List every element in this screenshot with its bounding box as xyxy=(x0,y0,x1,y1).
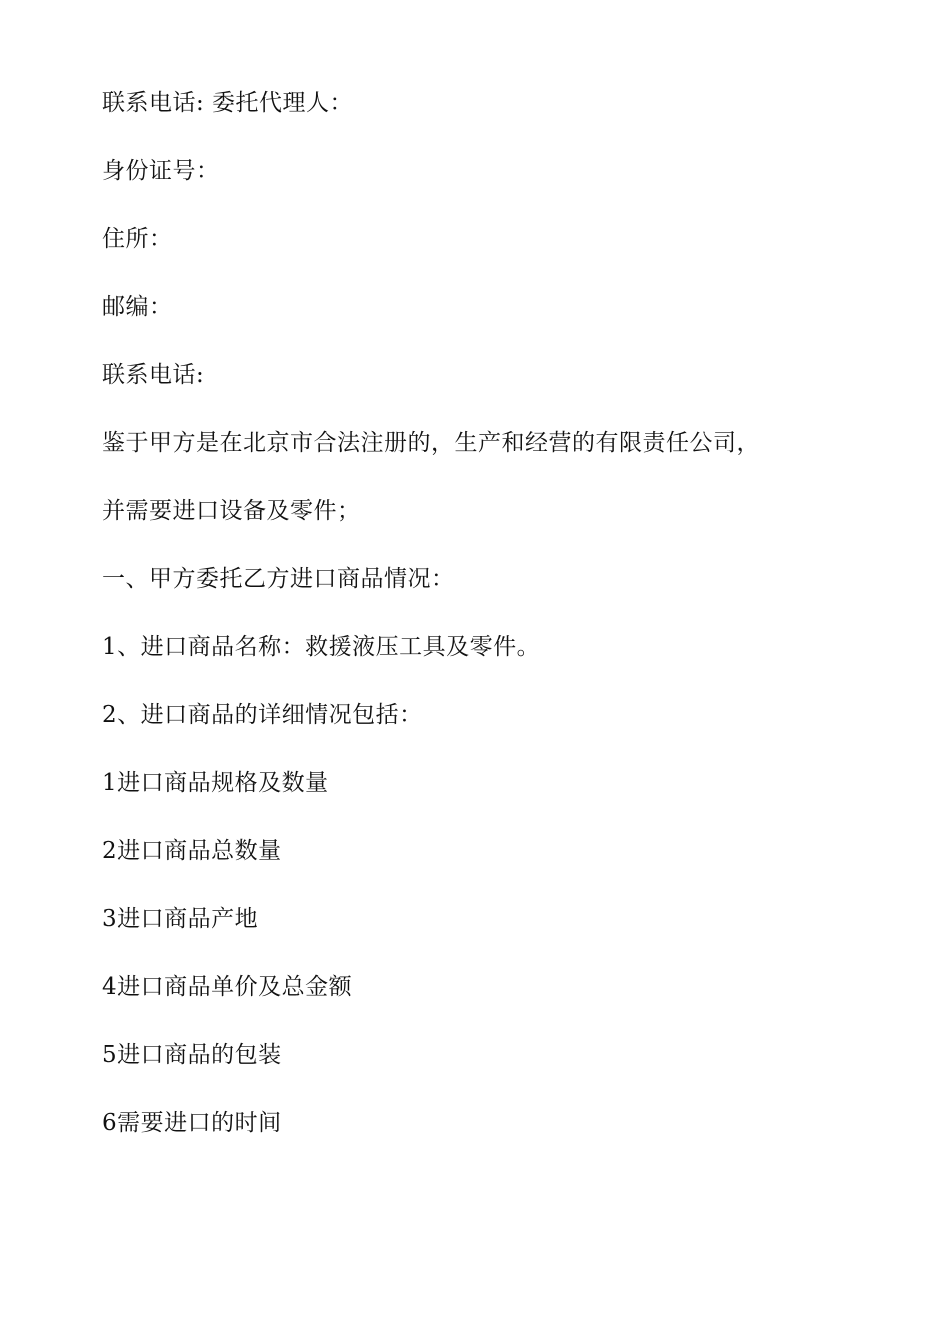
whereas-clause-line: 鉴于甲方是在北京市合法注册的，生产和经营的有限责任公司， xyxy=(102,430,760,456)
goods-name-item: 1、进口商品名称：救援液压工具及零件。 xyxy=(102,634,541,660)
contact-phone-agent-line: 联系电话: 委托代理人： xyxy=(102,90,354,116)
address-line: 住所： xyxy=(102,226,173,252)
goods-details-item: 2、进口商品的详细情况包括： xyxy=(102,702,423,728)
postcode-line: 邮编： xyxy=(102,294,173,320)
list-item: 6需要进口的时间 xyxy=(102,1110,282,1136)
list-item: 4进口商品单价及总金额 xyxy=(102,974,353,1000)
id-number-line: 身份证号： xyxy=(102,158,220,184)
section-heading: 一、甲方委托乙方进口商品情况： xyxy=(102,566,455,592)
whereas-clause-continued: 并需要进口设备及零件； xyxy=(102,498,361,524)
contact-phone-line: 联系电话: xyxy=(102,362,205,388)
list-item: 3进口商品产地 xyxy=(102,906,259,932)
list-item: 2进口商品总数量 xyxy=(102,838,282,864)
list-item: 5进口商品的包装 xyxy=(102,1042,282,1068)
list-item: 1进口商品规格及数量 xyxy=(102,770,329,796)
